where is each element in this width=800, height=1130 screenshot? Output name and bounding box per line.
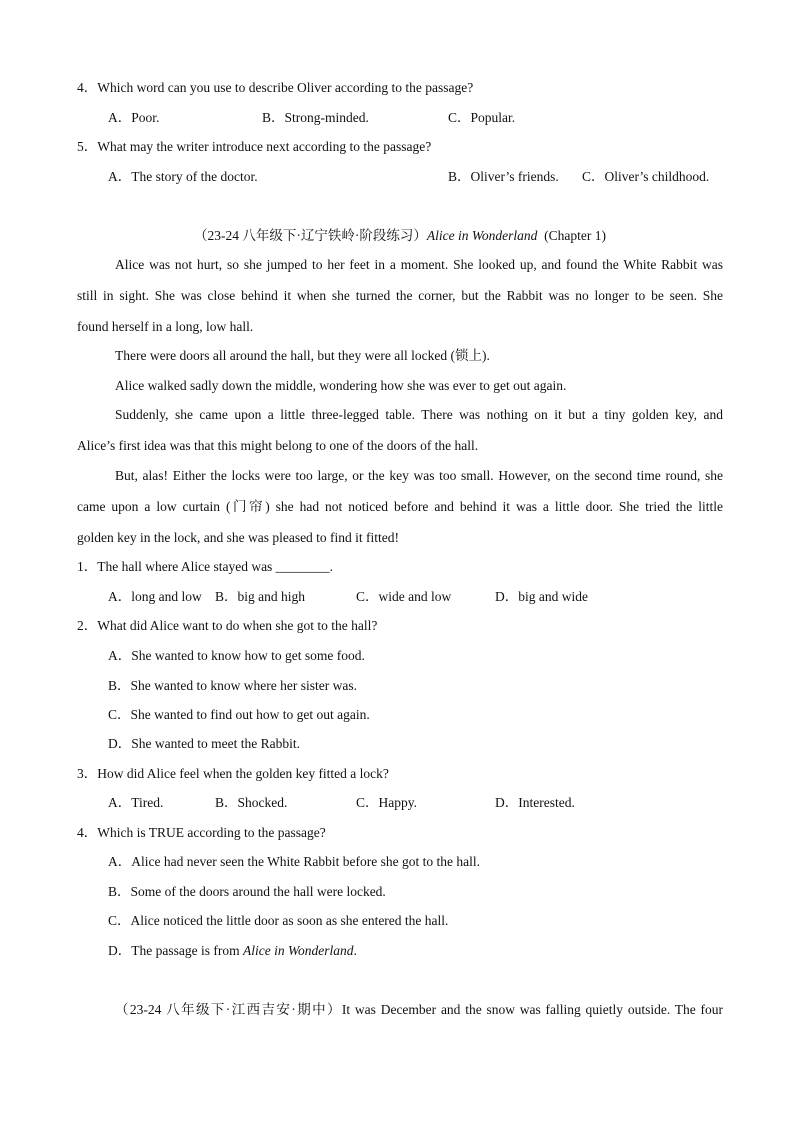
question-2 — [77, 618, 377, 634]
question-3 — [77, 766, 389, 782]
passage-3-line — [115, 1002, 723, 1018]
option-c: C．Happy. — [356, 795, 417, 810]
question-4-prev — [77, 80, 473, 96]
option-c: C．Popular. — [448, 110, 516, 125]
option-b: B．Shocked. — [215, 795, 288, 810]
option-a: A．Alice had never seen the White Rabbit before she got to the hall. — [108, 854, 481, 869]
question-4 — [77, 825, 326, 841]
question-number: 4． — [77, 825, 98, 840]
question-text: Which word can you use to describe Oliver according to the passage? — [97, 80, 474, 95]
passage-line: Alice walked sadly down the middle, wondering how she was ever to get out again. — [115, 378, 567, 393]
passage-heading — [0, 228, 800, 244]
option-c: C．She wanted to find out how to get out again. — [108, 707, 370, 722]
option-d — [108, 943, 357, 959]
option-b: B．She wanted to know where her sister was. — [108, 678, 357, 693]
passage-3-text: It was December and the snow was falling quietly outside. The four — [341, 1002, 723, 1017]
option-a: A．Tired. — [108, 795, 164, 810]
passage-source: （23-24 八年级下·辽宁铁岭·阶段练习） — [194, 228, 427, 243]
passage-line: Suddenly, she came upon a little three-legged table. There was nothing on it but a tiny golden key, and — [115, 407, 723, 422]
passage-line: Alice’s first idea was that this might belong to one of the doors of the hall. — [77, 438, 479, 453]
option-a: A．The story of the doctor. — [108, 169, 258, 184]
option-b: B．big and high — [215, 589, 305, 604]
option-c: C．Oliver’s childhood. — [582, 169, 710, 184]
option-b: B．Strong-minded. — [262, 110, 369, 125]
option-d-title: Alice in Wonderland — [242, 943, 354, 958]
passage-title: Alice in Wonderland — [426, 228, 538, 243]
option-a: A．She wanted to know how to get some food. — [108, 648, 365, 663]
question-text: Which is TRUE according to the passage? — [97, 825, 326, 840]
passage-line: There were doors all around the hall, but they were all locked (锁上). — [115, 348, 490, 363]
question-number: 5． — [77, 139, 98, 154]
option-b: B．Oliver’s friends. — [448, 169, 559, 184]
option-a: A．Poor. — [108, 110, 160, 125]
option-d-prefix: D．The passage is from — [108, 943, 243, 958]
passage-line: still in sight. She was close behind it when she turned the corner, but the Rabbit was no longer to be seen. She — [77, 288, 723, 303]
option-d: D．Interested. — [495, 795, 575, 810]
question-number: 3． — [77, 766, 98, 781]
option-a: A．long and low — [108, 589, 202, 604]
passage-line: came upon a low curtain (门帘) she had not noticed before and behind it was a little door. She tried the little — [77, 499, 723, 514]
question-text: How did Alice feel when the golden key fitted a lock? — [97, 766, 389, 781]
passage-line: Alice was not hurt, so she jumped to her feet in a moment. She looked up, and found the White Rabbit was — [115, 257, 723, 272]
option-c: C．Alice noticed the little door as soon as she entered the hall. — [108, 913, 449, 928]
option-d: D．big and wide — [495, 589, 588, 604]
question-number: 4． — [77, 80, 98, 95]
question-1 — [77, 559, 333, 575]
passage-chapter: (Chapter 1) — [544, 228, 606, 243]
question-number: 1． — [77, 559, 98, 574]
option-b: B．Some of the doors around the hall were locked. — [108, 884, 386, 899]
question-5-prev — [77, 139, 431, 155]
option-d: D．She wanted to meet the Rabbit. — [108, 736, 300, 751]
option-c: C．wide and low — [356, 589, 452, 604]
passage-line: But, alas! Either the locks were too large, or the key was too small. However, on the second time round, she — [115, 468, 723, 483]
passage-line: found herself in a long, low hall. — [77, 319, 254, 334]
question-number: 2． — [77, 618, 98, 633]
question-text: What may the writer introduce next according to the passage? — [97, 139, 432, 154]
passage-3-source: （23-24 八年级下·江西吉安·期中） — [115, 1002, 342, 1017]
passage-line: golden key in the lock, and she was pleased to find it fitted! — [77, 530, 400, 545]
option-d-suffix: . — [353, 943, 357, 958]
question-text: What did Alice want to do when she got to the hall? — [97, 618, 378, 633]
question-text: The hall where Alice stayed was ________. — [97, 559, 334, 574]
